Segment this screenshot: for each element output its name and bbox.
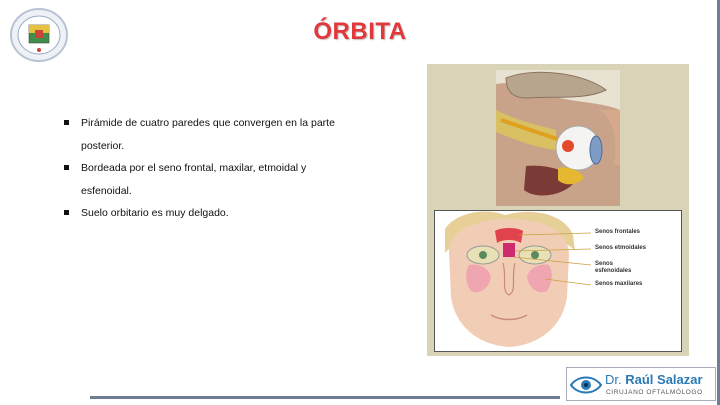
orbit-sagittal-illustration bbox=[496, 70, 620, 206]
bullet-continuation: posterior. bbox=[81, 139, 125, 152]
bottom-accent-rule bbox=[90, 396, 560, 399]
bullet-item: Bordeada por el seno frontal, maxilar, etmoidal y bbox=[62, 157, 362, 180]
eye-icon bbox=[570, 374, 602, 396]
sinus-face-illustration bbox=[434, 210, 682, 352]
logo-subtitle: CIRUJANO OFTALMÓLOGO bbox=[606, 389, 703, 396]
slide-title: ÓRBITA bbox=[313, 18, 407, 45]
logo-prefix: Dr. bbox=[605, 372, 626, 387]
face-drawing bbox=[435, 211, 682, 352]
label-senos-maxilares: Senos maxilares bbox=[595, 281, 643, 287]
orbit-drawing bbox=[496, 70, 620, 206]
doctor-logo bbox=[566, 367, 716, 401]
bullet-item: Pirámide de cuatro paredes que convergen en la parte bbox=[62, 112, 362, 135]
bullet-list bbox=[62, 112, 362, 225]
bullet-continuation: esfenoidal. bbox=[81, 184, 132, 197]
logo-doctor-name: Raúl Salazar bbox=[625, 372, 703, 387]
logo-name bbox=[605, 372, 703, 387]
anatomy-figure bbox=[427, 64, 689, 356]
bullet-item: Suelo orbitario es muy delgado. bbox=[62, 202, 362, 225]
label-senos-etmoidales: Senos etmoidales bbox=[595, 245, 647, 251]
label-senos: Senos bbox=[595, 261, 614, 267]
label-esfenoidales: esfenoidales bbox=[595, 268, 632, 274]
label-senos-frontales: Senos frontales bbox=[595, 229, 641, 235]
